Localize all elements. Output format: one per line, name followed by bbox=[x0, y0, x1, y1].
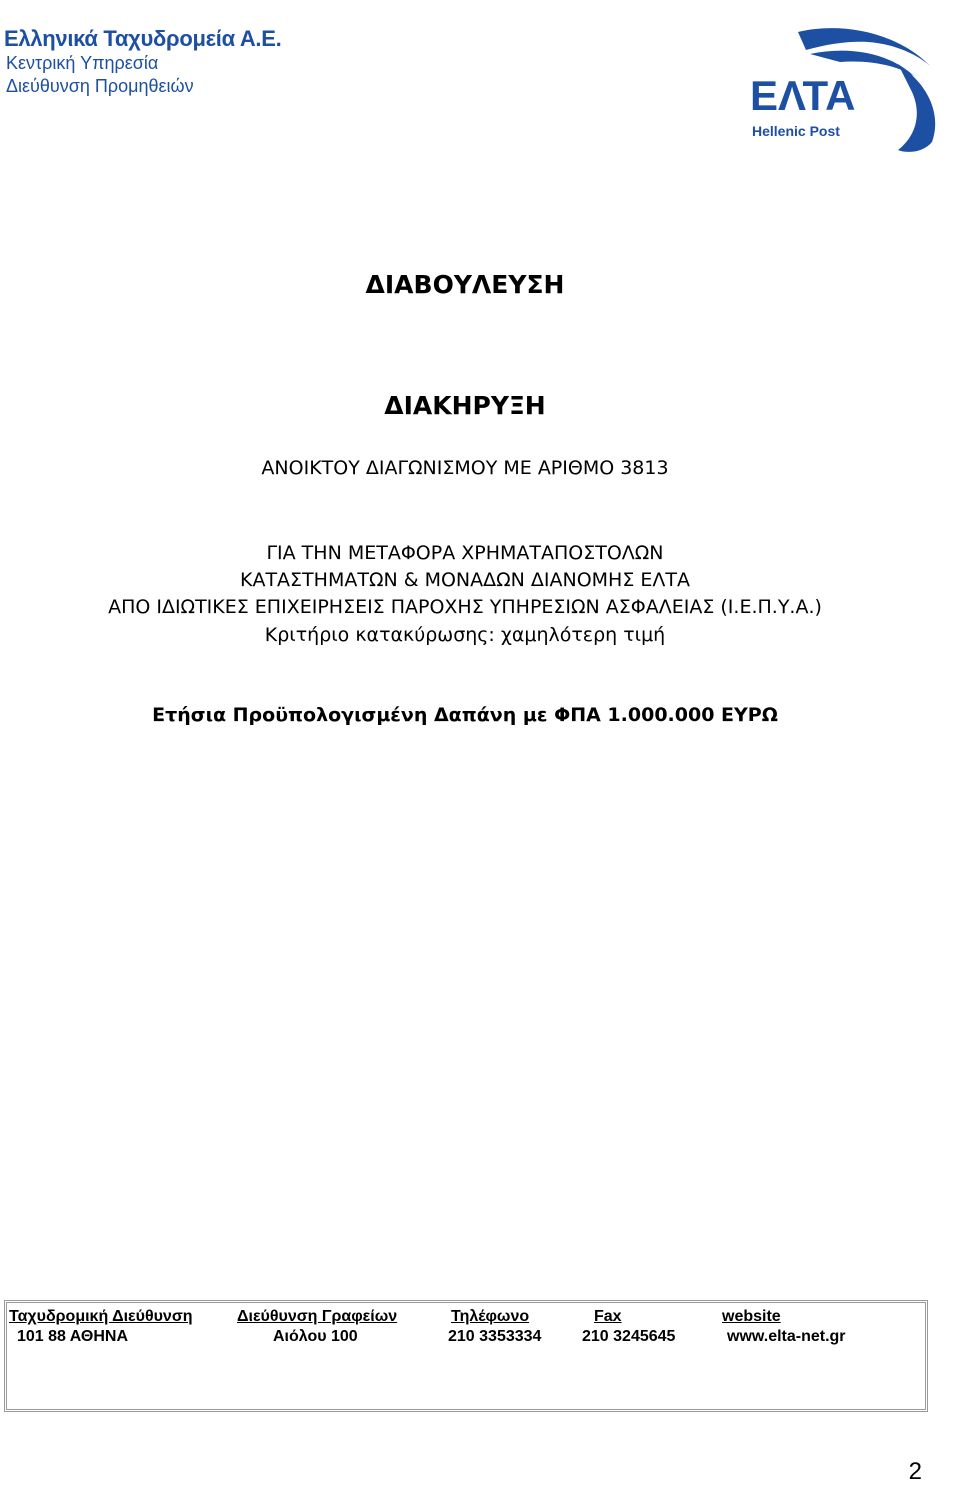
contact-footer bbox=[4, 1300, 928, 1412]
subject-line-2: ΚΑΤΑΣΤΗΜΑΤΩΝ & ΜΟΝΑΔΩΝ ΔΙΑΝΟΜΗΣ ΕΛΤΑ bbox=[239, 569, 690, 591]
department-name: Διεύθυνση Προμηθειών bbox=[6, 76, 194, 96]
subject-line-3: ΑΠΟ ΙΔΙΩΤΙΚΕΣ ΕΠΙΧΕΙΡΗΣΕΙΣ ΠΑΡΟΧΗΣ ΥΠΗΡΕΣΙΩΝ ΑΣΦΑΛΕΙΑΣ (Ι.Ε.Π.Υ.Α.) bbox=[108, 596, 822, 618]
elta-logo bbox=[748, 24, 944, 156]
unit-name: Κεντρική Υπηρεσία bbox=[6, 53, 159, 73]
logo-subtext: Hellenic Post bbox=[752, 123, 840, 139]
logo-text: ΕΛΤΑ bbox=[750, 72, 856, 119]
footer-header-postal: Ταχυδρομική Διεύθυνση bbox=[9, 1308, 193, 1325]
footer-website: www.elta-net.gr bbox=[727, 1328, 846, 1345]
org-name: Ελληνικά Ταχυδρομεία Α.Ε. bbox=[4, 26, 282, 51]
header-left bbox=[4, 26, 281, 98]
footer-header-offices: Διεύθυνση Γραφείων bbox=[237, 1308, 398, 1325]
footer-header-website: website bbox=[722, 1308, 781, 1325]
annual-budget: Ετήσια Προϋπολογισμένη Δαπάνη με ΦΠΑ 1.000.000 ΕΥΡΩ bbox=[152, 704, 778, 726]
footer-postal: 101 88 ΑΘΗΝΑ bbox=[17, 1328, 129, 1345]
tender-line: ΑΝΟΙΚΤΟΥ ΔΙΑΓΩΝΙΣΜΟΥ ΜΕ ΑΡΙΘΜΟ 3813 bbox=[261, 457, 669, 479]
subject-line-1: ΓΙΑ ΤΗΝ ΜΕΤΑΦΟΡΑ ΧΡΗΜΑΤΑΠΟΣΤΟΛΩΝ bbox=[266, 542, 664, 564]
footer-fax: 210 3245645 bbox=[582, 1328, 676, 1345]
page-number: 2 bbox=[908, 1458, 922, 1485]
award-criterion: Κριτήριο κατακύρωσης: χαμηλότερη τιμή bbox=[264, 624, 666, 646]
footer-header-phone: Τηλέφωνο bbox=[451, 1308, 530, 1325]
footer-offices: Αιόλου 100 bbox=[273, 1328, 358, 1345]
footer-header-fax: Fax bbox=[594, 1308, 622, 1325]
consultation-heading: ΔΙΑΒΟΥΛΕΥΣΗ bbox=[365, 270, 565, 299]
document-title: ΔΙΑΚΗΡΥΞΗ bbox=[384, 391, 546, 420]
footer-phone: 210 3353334 bbox=[448, 1328, 542, 1345]
